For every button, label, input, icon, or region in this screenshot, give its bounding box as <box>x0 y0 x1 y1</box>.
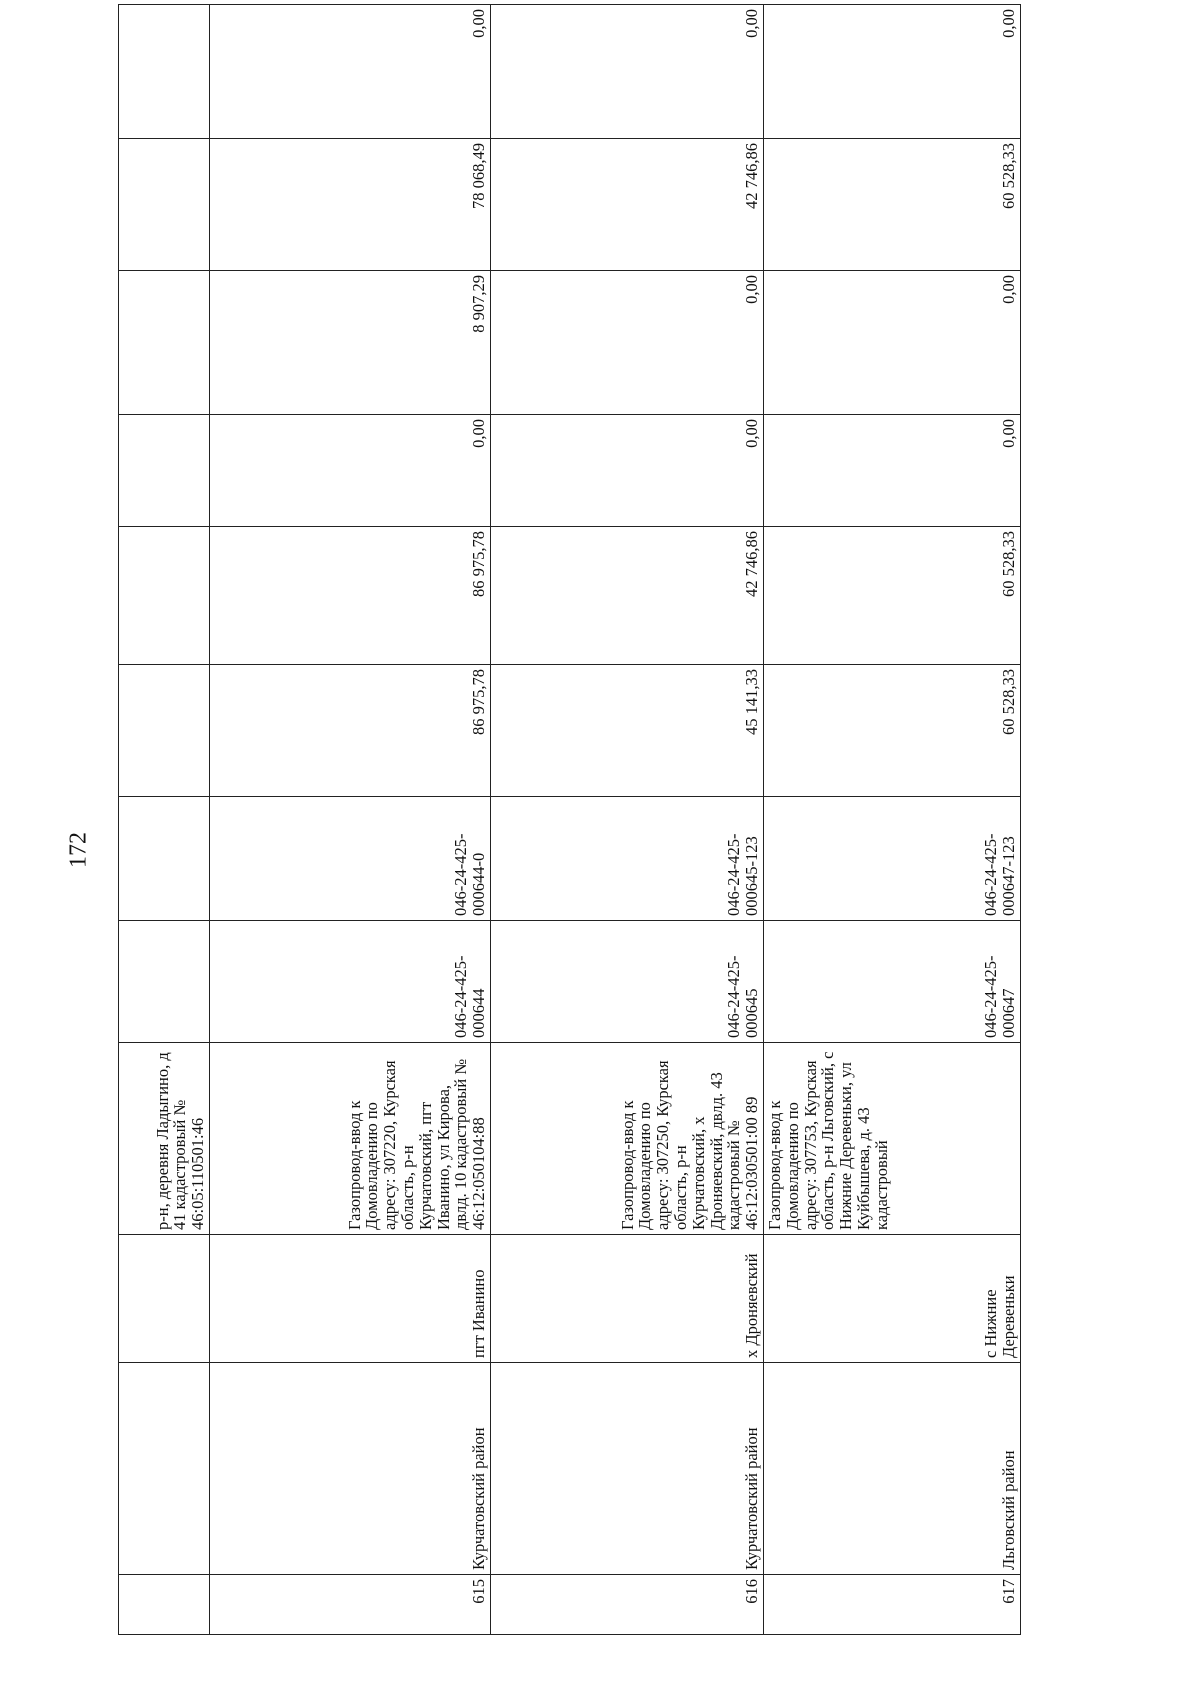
address-fragment-cell <box>119 1043 210 1235</box>
amount-cell: 60 528,33 <box>764 527 1021 665</box>
amount-cell: 78 068,49 <box>210 139 491 271</box>
object-cell: Газопровод-ввод к Домовладению по адресу: 307250, Курская область, р-н Курчатовский, х Дроняевский, двлд. 43 кадастровый № 46:12:030501:00 89 <box>491 1043 764 1235</box>
row-number-cell: 615 <box>210 1575 491 1635</box>
empty-cell <box>119 5 210 139</box>
rotated-table-container <box>118 9 1019 1635</box>
code-detail-cell: 046-24-425-000644-0 <box>210 797 491 921</box>
district-cell: Курчатовский район <box>491 1363 764 1575</box>
empty-cell <box>119 1235 210 1363</box>
amount-cell: 0,00 <box>491 5 764 139</box>
table-row <box>491 5 764 1635</box>
address-fragment-text: р-н, деревня Ладыгино, д 41 кадастровый № 46:05:110501:46 <box>152 1052 208 1230</box>
object-cell: Газопровод-ввод к Домовладению по адресу: 307220, Курская область, р-н Курчатовский, пгт Иванино, ул Кирова, двлд. 10 кадастровый № 46:12:050104:88 <box>210 1043 491 1235</box>
code-cell: 046-24-425-000644 <box>210 921 491 1043</box>
empty-cell <box>119 1575 210 1635</box>
empty-cell <box>119 1363 210 1575</box>
amount-cell: 45 141,33 <box>491 665 764 797</box>
empty-cell <box>119 797 210 921</box>
amount-cell: 0,00 <box>210 415 491 527</box>
amount-cell: 0,00 <box>764 415 1021 527</box>
row-number-cell: 617 <box>764 1575 1021 1635</box>
code-detail-cell: 046-24-425-000647-123 <box>764 797 1021 921</box>
amount-cell: 60 528,33 <box>764 139 1021 271</box>
amount-cell: 42 746,86 <box>491 527 764 665</box>
amount-cell: 0,00 <box>491 415 764 527</box>
table-row <box>764 5 1021 1635</box>
amount-cell: 86 975,78 <box>210 665 491 797</box>
amount-cell: 0,00 <box>210 5 491 139</box>
settlement-cell: пгт Иванино <box>210 1235 491 1363</box>
amount-cell: 0,00 <box>764 5 1021 139</box>
amount-cell: 86 975,78 <box>210 527 491 665</box>
amount-cell: 0,00 <box>764 271 1021 415</box>
amount-cell: 42 746,86 <box>491 139 764 271</box>
empty-cell <box>119 139 210 271</box>
page-number <box>64 820 94 880</box>
settlement-cell: с Нижние Деревеньки <box>764 1235 1021 1363</box>
code-cell: 046-24-425-000645 <box>491 921 764 1043</box>
settlement-cell: х Дроняевский <box>491 1235 764 1363</box>
empty-cell <box>119 665 210 797</box>
district-cell: Льговский район <box>764 1363 1021 1575</box>
code-detail-cell: 046-24-425-000645-123 <box>491 797 764 921</box>
code-cell: 046-24-425-000647 <box>764 921 1021 1043</box>
empty-cell <box>119 271 210 415</box>
row-number-cell: 616 <box>491 1575 764 1635</box>
empty-cell <box>119 921 210 1043</box>
data-table <box>118 4 1021 1635</box>
district-cell: Курчатовский район <box>210 1363 491 1575</box>
page-number-text: 172 <box>65 832 92 868</box>
empty-cell <box>119 415 210 527</box>
amount-cell: 0,00 <box>491 271 764 415</box>
empty-cell <box>119 527 210 665</box>
amount-cell: 60 528,33 <box>764 665 1021 797</box>
object-cell: Газопровод-ввод к Домовладению по адресу: 307753, Курская область, р-н Льговский, с Нижние Деревеньки, ул Куйбышева, д. 43 кадастровый <box>764 1043 1021 1235</box>
amount-cell: 8 907,29 <box>210 271 491 415</box>
table-row-continuation <box>119 5 210 1635</box>
table-row <box>210 5 491 1635</box>
